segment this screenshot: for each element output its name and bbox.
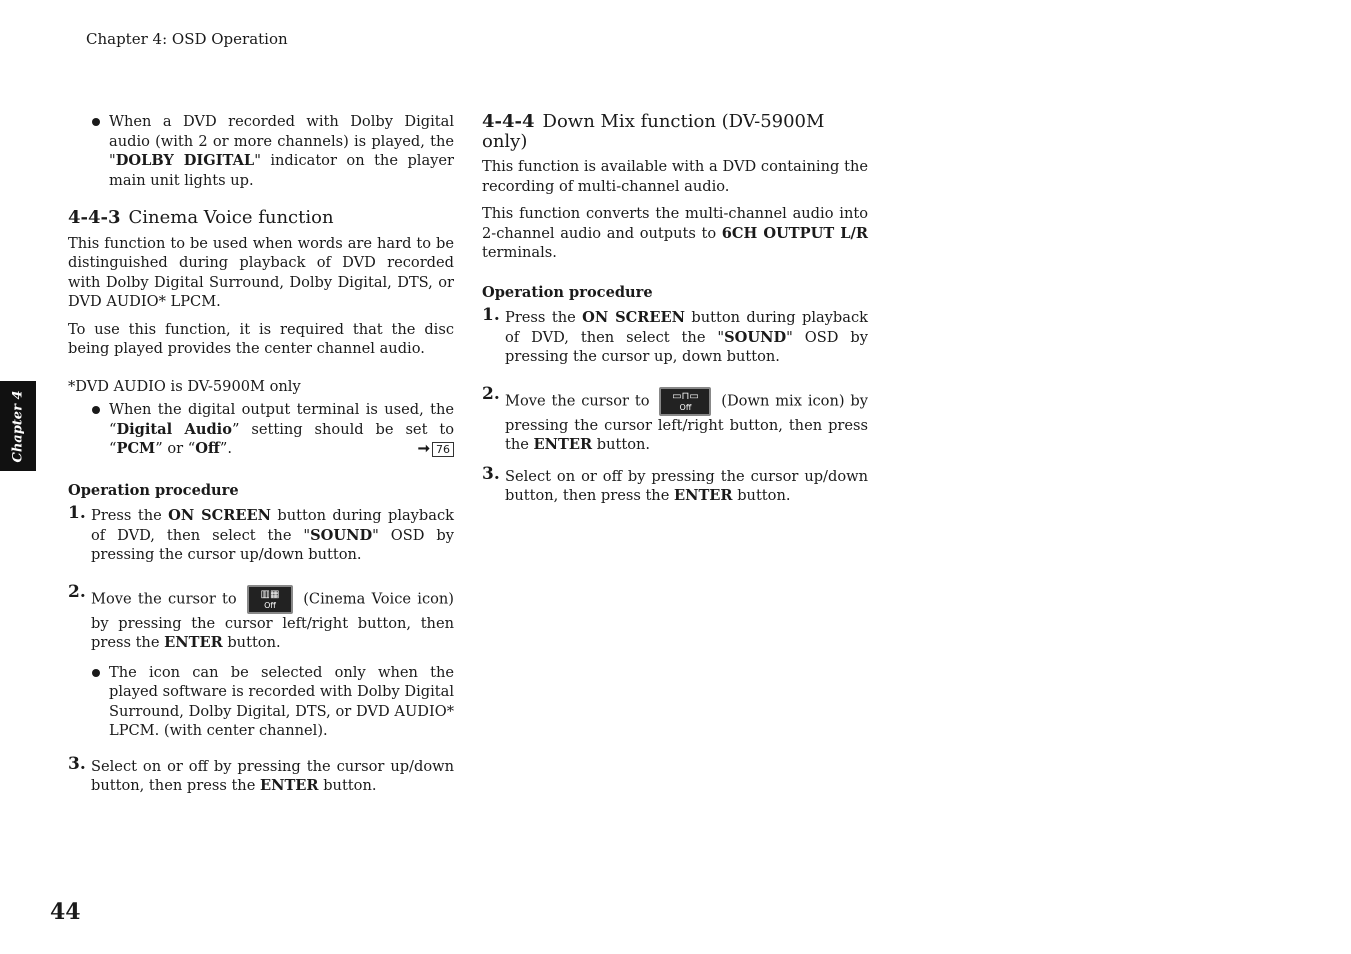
step-number: 2. <box>68 581 86 602</box>
step-number: 1. <box>482 305 500 325</box>
text: ” or “ <box>155 440 196 457</box>
paragraph: To use this function, it is required that the disc being played provides the center channel audio. <box>68 320 454 357</box>
text: Move the cursor to <box>91 590 243 607</box>
text: ”. <box>219 440 232 457</box>
step-2-note-bullet: The icon can be selected only when the played software is recorded with Dolby Digital Surround, Dolby Digital, DTS, or DVD AUDIO* LPCM. (with center channel). <box>68 663 454 741</box>
text: When the digital output terminal is used, the “ <box>109 401 454 438</box>
section-heading-down-mix <box>482 112 868 151</box>
step-number: 3. <box>482 463 500 484</box>
bold-term: PCM <box>116 440 156 457</box>
text: button during playback of DVD, then select the " <box>91 507 454 544</box>
section-heading-cinema-voice <box>68 208 454 228</box>
text: Select on or off by pressing the cursor up/down button, then press the <box>91 757 454 794</box>
bold-term: ENTER <box>533 436 593 453</box>
bold-term: Digital Audio <box>116 420 232 438</box>
chapter-side-tab <box>0 381 36 471</box>
icon-off-label: Off <box>679 402 692 412</box>
footnote: *DVD AUDIO is DV-5900M only <box>68 377 301 395</box>
page-reference <box>418 439 454 459</box>
arrow-icon: ➞ <box>417 440 430 457</box>
step-1 <box>482 305 868 367</box>
paragraph: This function is available with a DVD containing the recording of multi-channel audio. <box>482 158 868 195</box>
text: Press the <box>505 309 583 326</box>
icon-off-label: Off <box>264 600 276 610</box>
page-number: 44 <box>50 899 81 925</box>
speakers-glyph-icon: ▭⊓▭ <box>672 390 699 402</box>
section-title: Cinema Voice function <box>128 207 334 228</box>
text: " OSD by pressing the cursor up/down button. <box>91 526 454 563</box>
left-column <box>68 112 454 796</box>
text: button. <box>592 436 651 453</box>
bold-term: Off <box>195 440 220 457</box>
bold-term: ENTER <box>164 634 223 651</box>
section-title: Down Mix function (DV-5900M only) <box>482 111 825 152</box>
paragraph <box>482 204 868 263</box>
text: (Cinema Voice icon) by pressing the cursor left/right button, then press the <box>91 590 454 651</box>
right-column <box>482 112 868 506</box>
down-mix-icon <box>659 387 711 416</box>
procedure-title: Operation procedure <box>68 481 239 499</box>
section-number: 4-4-4 <box>482 111 535 132</box>
text: (Down mix icon) by pressing the cursor left/right button, then press the <box>505 392 868 453</box>
step-number: 3. <box>68 753 86 774</box>
cinema-voice-icon <box>247 585 293 614</box>
bold-term: ON SCREEN <box>582 309 685 326</box>
running-header: Chapter 4: OSD Operation <box>86 30 288 48</box>
step-3 <box>68 753 454 796</box>
step-2 <box>482 383 868 455</box>
text: " OSD by pressing the cursor up, down button. <box>505 328 868 365</box>
text: terminals. <box>482 244 557 261</box>
dolby-indicator-bullet <box>68 112 454 190</box>
step-number: 2. <box>482 383 500 404</box>
step-2 <box>68 581 454 653</box>
text: This function converts the multi-channel audio into 2-channel audio and outputs to <box>482 205 868 242</box>
book-icon: 76 <box>432 442 454 457</box>
text: button. <box>318 777 377 794</box>
text: Select on or off by pressing the cursor up/down button, then press the <box>505 467 868 504</box>
step-3 <box>482 463 868 506</box>
step-number: 1. <box>68 503 86 523</box>
digital-output-bullet <box>68 400 454 459</box>
text: button. <box>732 487 791 504</box>
text: " indicator on the player main unit lights up. <box>109 152 455 189</box>
bold-term: 6CH OUTPUT L/R <box>721 224 868 242</box>
bold-term: DOLBY DIGITAL <box>115 152 255 169</box>
bold-term: SOUND <box>310 526 373 544</box>
text: button. <box>222 634 281 651</box>
chapter-side-tab-label: Chapter 4 <box>10 389 26 463</box>
bold-term: ENTER <box>673 487 733 504</box>
text: When a DVD recorded with Dolby Digital audio (with 2 or more channels) is played, the " <box>109 113 454 169</box>
section-number: 4-4-3 <box>68 207 121 228</box>
bold-term: SOUND <box>724 328 787 346</box>
text: button during playback of DVD, then select the " <box>505 309 868 346</box>
speaker-glyph-icon: ▥▦ <box>260 588 280 600</box>
paragraph: This function to be used when words are hard to be distinguished during playback of DVD recorded with Dolby Digital Surround, Dolby Digital, DTS, or DVD AUDIO* LPCM. <box>68 234 454 310</box>
text: ” setting should be set to “ <box>109 420 455 457</box>
text: Press the <box>91 507 169 524</box>
text: Move the cursor to <box>505 392 656 409</box>
bold-term: ON SCREEN <box>168 507 271 524</box>
procedure-title: Operation procedure <box>482 283 653 301</box>
bold-term: ENTER <box>259 777 319 794</box>
step-1 <box>68 503 454 565</box>
